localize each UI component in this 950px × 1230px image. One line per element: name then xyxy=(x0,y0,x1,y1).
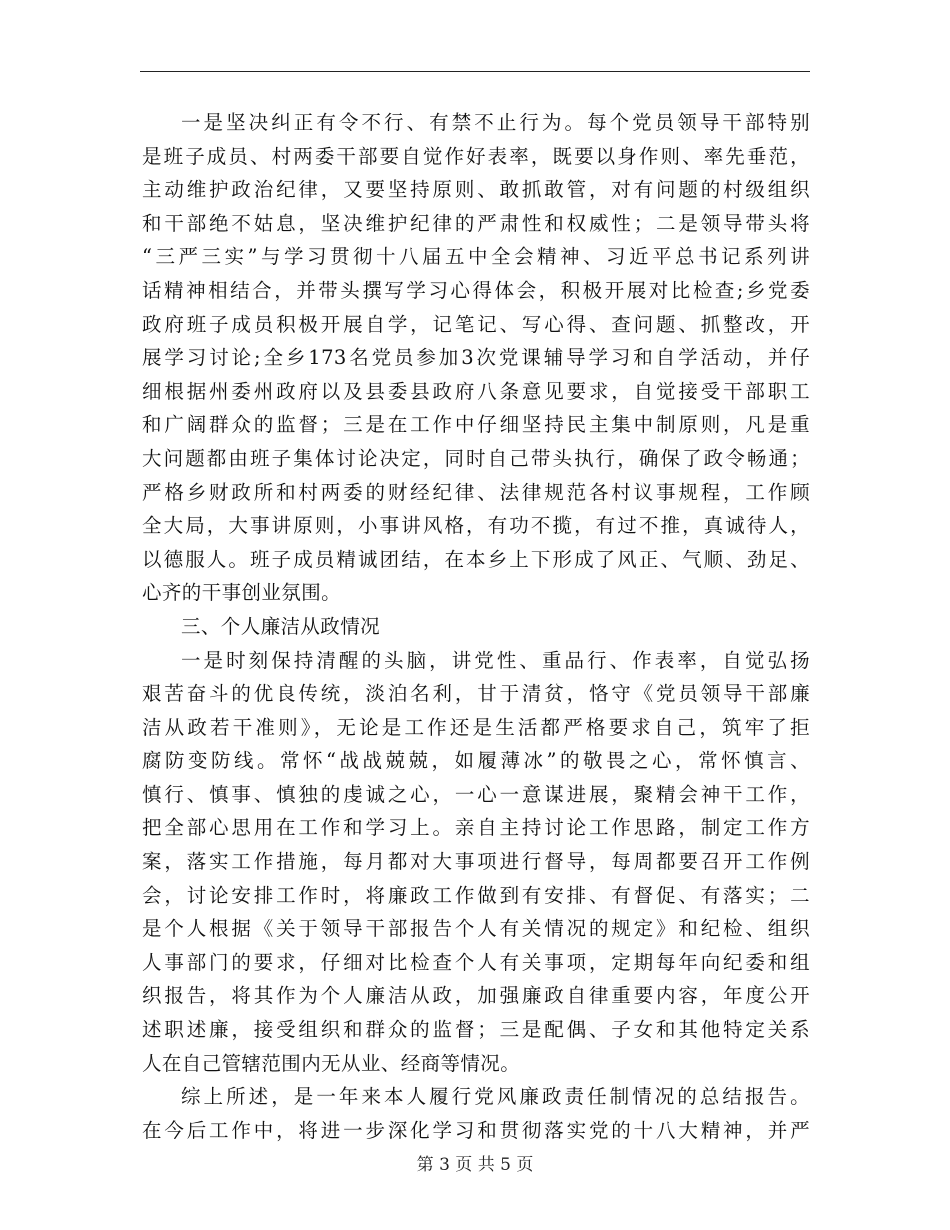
text-line: 腐防变防线。常怀“战战兢兢，如履薄冰”的敬畏之心，常怀慎言、 xyxy=(142,749,810,773)
text-line: 人事部门的要求，仔细对比检查个人有关事项，定期每年向纪委和组 xyxy=(142,950,810,974)
text-line: 案，落实工作措施，每月都对大事项进行督导，每周都要召开工作例 xyxy=(142,850,810,874)
text-line: 以德服人。班子成员精诚团结，在本乡上下形成了风正、气顺、劲足、 xyxy=(142,547,810,571)
text-line: 政府班子成员积极开展自学，记笔记、写心得、查问题、抓整改，开 xyxy=(142,312,810,336)
text-line: 是个人根据《关于领导干部报告个人有关情况的规定》和纪检、组织 xyxy=(142,917,810,941)
paragraph-1 xyxy=(142,106,810,610)
text-line: 大问题都由班子集体讨论决定，同时自己带头执行，确保了政令畅通； xyxy=(142,446,810,470)
paragraph-2 xyxy=(142,644,810,1081)
page-number-footer: 第 3 页 共 5 页 xyxy=(416,1155,534,1175)
header-rule xyxy=(140,71,810,72)
text-line: 话精神相结合，并带头撰写学习心得体会，积极开展对比检查;乡党委 xyxy=(142,278,810,302)
text-line: 心齐的干事创业氛围。 xyxy=(142,581,342,605)
document-body xyxy=(142,106,810,1147)
text-line: 和干部绝不姑息，坚决维护纪律的严肃性和权威性；二是领导带头将 xyxy=(142,211,810,235)
section-heading: 三、个人廉洁从政情况 xyxy=(181,614,381,638)
text-line: 全大局，大事讲原则，小事讲风格，有功不揽，有过不推，真诚待人， xyxy=(142,514,810,538)
text-line: 一是坚决纠正有令不行、有禁不止行为。每个党员领导干部特别 xyxy=(181,111,810,134)
text-line: 会，讨论安排工作时，将廉政工作做到有安排、有督促、有落实；二 xyxy=(142,883,810,907)
text-line: 艰苦奋斗的优良传统，淡泊名利，甘于清贫，恪守《党员领导干部廉 xyxy=(142,682,810,706)
text-line: 述职述廉，接受组织和群众的监督；三是配偶、子女和其他特定关系 xyxy=(142,1018,810,1042)
text-line: 慎行、慎事、慎独的虔诚之心，一心一意谋进展，聚精会神干工作， xyxy=(142,782,810,806)
paragraph-3 xyxy=(142,1080,810,1147)
text-line: “三严三实”与学习贯彻十八届五中全会精神、习近平总书记系列讲 xyxy=(142,245,810,269)
text-line: 细根据州委州政府以及县委县政府八条意见要求，自觉接受干部职工 xyxy=(142,379,810,403)
text-line: 在今后工作中，将进一步深化学习和贯彻落实党的十八大精神，并严 xyxy=(142,1118,810,1142)
text-line: 织报告，将其作为个人廉洁从政，加强廉政自律重要内容，年度公开 xyxy=(142,984,810,1008)
text-line: 一是时刻保持清醒的头脑，讲党性、重品行、作表率，自觉弘扬 xyxy=(181,648,810,672)
text-line: 严格乡财政所和村两委的财经纪律、法律规范各村议事规程，工作顾 xyxy=(142,480,810,504)
text-line: 综上所述，是一年来本人履行党风廉政责任制情况的总结报告。 xyxy=(181,1085,810,1109)
text-line: 把全部心思用在工作和学习上。亲自主持讨论工作思路，制定工作方 xyxy=(142,816,810,840)
text-line: 展学习讨论;全乡173名党员参加3次党课辅导学习和自学活动，并仔 xyxy=(142,346,810,370)
text-line: 和广阔群众的监督；三是在工作中仔细坚持民主集中制原则，凡是重 xyxy=(142,413,810,437)
text-line: 主动维护政治纪律，又要坚持原则、敢抓敢管，对有问题的村级组织 xyxy=(142,178,810,202)
text-line: 洁从政若干准则》，无论是工作还是生活都严格要求自己，筑牢了拒 xyxy=(142,715,810,739)
text-line: 是班子成员、村两委干部要自觉作好表率，既要以身作则、率先垂范， xyxy=(142,144,810,168)
text-line: 人在自己管辖范围内无从业、经商等情况。 xyxy=(142,1051,521,1075)
